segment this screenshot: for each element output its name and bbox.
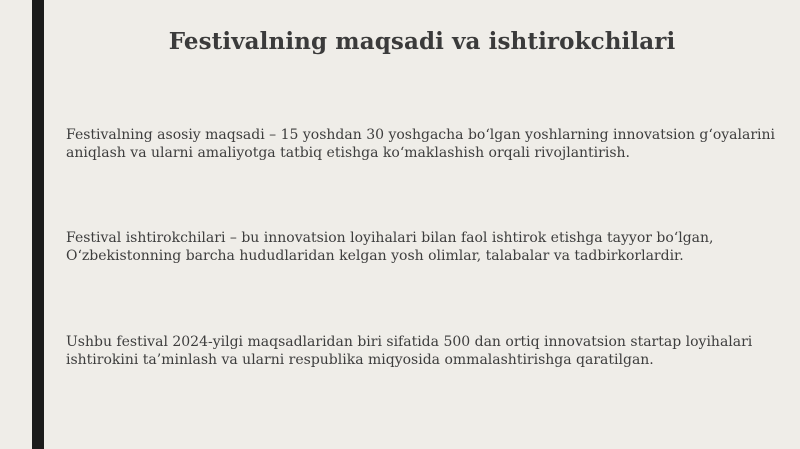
paragraph-2024-target: Ushbu festival 2024-yilgi maqsadlaridan biri sifatida 500 dan ortiq innovatsion startap loyihalari ishtirokini ta’minlash va ularni respublika miqyosida ommalashtirishga qaratilgan.	[66, 334, 753, 368]
accent-bar	[32, 0, 44, 449]
slide-title: Festivalning maqsadi va ishtirokchilari	[168, 28, 676, 55]
paragraph-participants: Festival ishtirokchilari – bu innovatsion loyihalari bilan faol ishtirok etishga tayyor bo‘lgan, O‘zbekistonning barcha hududlaridan kelgan yosh olimlar, talabalar va tadbirkorlardir.	[66, 230, 714, 264]
paragraph-goal: Festivalning asosiy maqsadi – 15 yoshdan 30 yoshgacha bo‘lgan yoshlarning innovatsion g‘oyalarini aniqlash va ularni amaliyotga tatbiq etishga ko‘maklashish orqali rivojlantirish.	[66, 127, 775, 161]
